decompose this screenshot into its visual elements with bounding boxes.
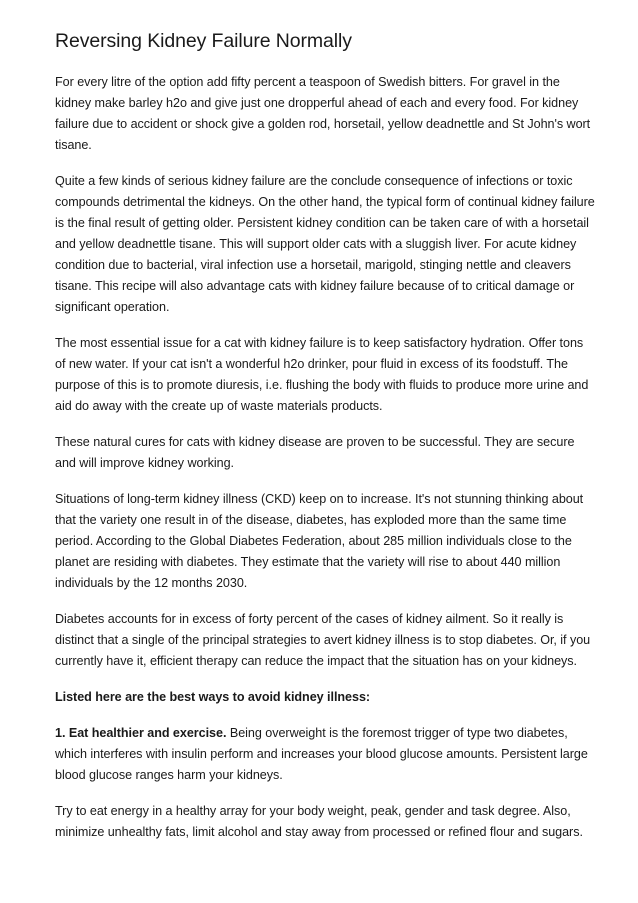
paragraph-swedish-bitters: For every litre of the option add fifty percent a teaspoon of Swedish bitters. For gravel in the kidney make barley h2o and give just one dropperful ahead of each and every food. For kidney failure due to accident or shock give a golden rod, horsetail, yellow deadnettle and St John's wort tisane. (55, 75, 591, 152)
paragraph-diabetes: Diabetes accounts for in excess of forty percent of the cases of kidney ailment. So it really is distinct that a single of the principal strategies to avert kidney illness is to stop diabetes. Or, if you currently have it, efficient therapy can reduce the impact that the situation has on your kidneys. (55, 612, 591, 668)
list-item-eat-healthier (55, 723, 595, 786)
document-title: Reversing Kidney Failure Normally (55, 30, 352, 52)
paragraph-hydration: The most essential issue for a cat with kidney failure is to keep satisfactory hydration. Offer tons of new water. If your cat isn't a wonderful h2o drinker, pour fluid in excess of its foodstuff. The purpose of this is to promote diuresis, i.e. flushing the body with fluids to produce more urine and aid do away with the create up of waste materials products. (55, 336, 589, 413)
paragraph-ckd-statistics: Situations of long-term kidney illness (CKD) keep on to increase. It's not stunning thinking about that the variety one result in of the disease, diabetes, has exploded more than the same time period. According to the Global Diabetes Federation, about 285 million individuals close to the planet are residing with diabetes. They estimate that the variety will rise to about 440 million individuals by the 12 months 2030. (55, 492, 584, 590)
paragraph-energy: Try to eat energy in a healthy array for your body weight, peak, gender and task degree. Also, minimize unhealthy fats, limit alcohol and stay away from processed or refined flour and sugars. (55, 804, 583, 839)
paragraph-kidney-failure-kinds: Quite a few kinds of serious kidney failure are the conclude consequence of infections or toxic compounds detrimental the kidneys. On the other hand, the typical form of continual kidney failure is the final result of getting older. Persistent kidney condition can be taken care of with a horsetail and yellow deadnettle tisane. This will support older cats with a sluggish liver. For acute kidney condition due to bacterial, viral infection use a horsetail, marigold, stinging nettle and cleavers tisane. This recipe will also advantage cats with kidney failure because of to critical damage or significant operation. (55, 174, 595, 314)
list-heading: Listed here are the best ways to avoid kidney illness: (55, 690, 371, 704)
list-item-text: Being overweight is the foremost trigger of type two diabetes, which interferes with insulin perform and increases your blood glucose amounts. Persistent large blood glucose ranges harm your kidneys. (55, 726, 588, 782)
document-page (55, 28, 595, 858)
list-item-lead: 1. Eat healthier and exercise. (55, 726, 227, 740)
paragraph-natural-cures: These natural cures for cats with kidney disease are proven to be successful. They are secure and will improve kidney working. (55, 435, 575, 470)
